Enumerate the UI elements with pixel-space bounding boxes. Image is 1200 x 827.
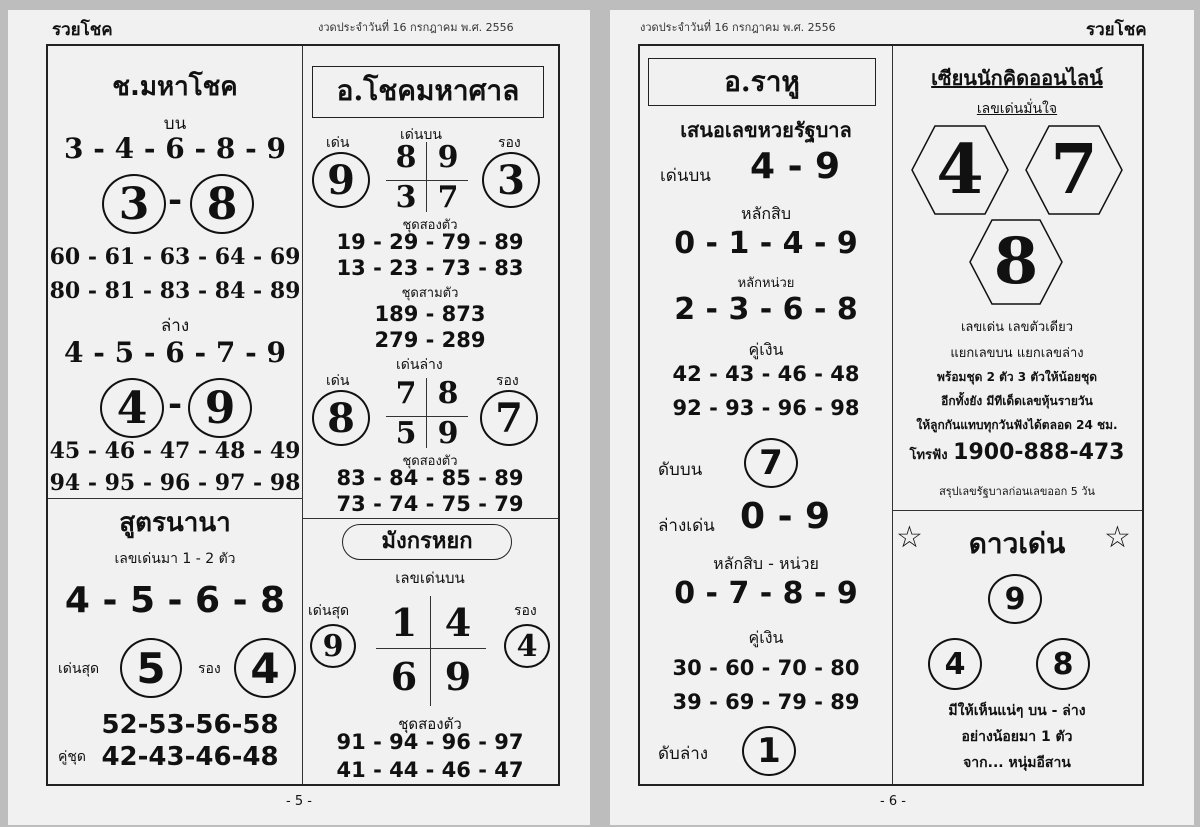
sian-line-2: แยกเลขบน แยกเลขล่าง bbox=[950, 346, 1084, 361]
o-chok-upper-grid-1: 8 bbox=[395, 140, 417, 175]
o-chok-lower-den: 8 bbox=[312, 390, 370, 446]
sian-phone-row bbox=[892, 440, 1142, 465]
sian-line-1: เลขเด่น เลขตัวเดียว bbox=[960, 320, 1074, 335]
dao-den-line-3: จาก... หนุ่มอีสาน bbox=[963, 755, 1071, 771]
lower-row-2: 94 - 95 - 96 - 97 - 98 bbox=[49, 470, 301, 496]
upper-sep: - bbox=[167, 180, 183, 220]
o-chok-lower-cross-v bbox=[426, 378, 427, 448]
hex-c-digit: 8 bbox=[993, 224, 1039, 299]
dao-den-section bbox=[892, 510, 1142, 784]
o-chok-upper-grid-3: 3 bbox=[395, 180, 417, 215]
hex-a-digit: 4 bbox=[936, 130, 984, 210]
mangkon-grid-2: 4 bbox=[444, 600, 472, 645]
sian-phone-label: โทรฟัง bbox=[909, 448, 948, 463]
o-chok-lower-grid-4: 9 bbox=[437, 416, 459, 451]
o-rahu-pair-3: 30 - 60 - 70 - 80 bbox=[672, 656, 860, 680]
o-chok-upper-set3-label: ชุดสามตัว bbox=[401, 286, 459, 301]
page-number-right: - 6 - bbox=[880, 794, 906, 809]
o-chok-title: อ.โชคมหาศาล bbox=[312, 66, 544, 118]
star-right-icon: ☆ bbox=[1104, 520, 1131, 555]
sut-nana-digits: 4 - 5 - 6 - 8 bbox=[64, 580, 286, 621]
ch-mahachok-title: ช.มหาโชค bbox=[112, 72, 238, 102]
lower-sep: - bbox=[167, 384, 183, 424]
sut-nana-pair-label: คู่ชุด bbox=[58, 749, 86, 765]
o-chok-upper-set2-2: 13 - 23 - 73 - 83 bbox=[336, 256, 524, 280]
left-page bbox=[8, 10, 590, 825]
lower-circle-b: 9 bbox=[188, 378, 252, 438]
sut-nana-title: สูตรนานา bbox=[119, 508, 231, 538]
sian-line-3: พร้อมชุด 2 ตัว 3 ตัวให้น้อยชุด bbox=[936, 370, 1098, 384]
mangkon-den: 9 bbox=[310, 624, 356, 668]
o-rahu-dap-lang: 1 bbox=[742, 726, 796, 776]
upper-row-1: 60 - 61 - 63 - 64 - 69 bbox=[49, 244, 301, 270]
o-rahu-subtitle: เสนอเลขหวยรัฐบาล bbox=[680, 118, 852, 142]
o-chok-upper-cross-v bbox=[426, 142, 427, 212]
o-rahu-section bbox=[640, 46, 892, 784]
sian-line-4: อีกทั้งยัง มีทีเด็ดเลขหุ้นรายวัน bbox=[941, 394, 1093, 408]
dao-den-right: 8 bbox=[1036, 638, 1090, 690]
o-chok-upper-den-label: เด่น bbox=[326, 135, 350, 151]
sut-nana-subtitle: เลขเด่นมา 1 - 2 ตัว bbox=[114, 551, 236, 567]
o-chok-lower-set2-label: ชุดสองตัว bbox=[402, 454, 458, 469]
mangkon-set2-label: ชุดสองตัว bbox=[398, 715, 462, 733]
mangkon-title: มังกรหยก bbox=[342, 524, 512, 560]
o-rahu-title: อ.ราหู bbox=[648, 58, 876, 106]
o-chok-upper-bon-label: เด่นบน bbox=[400, 127, 442, 143]
sut-nana-den: 5 bbox=[120, 638, 182, 698]
o-rahu-tens-units: 0 - 7 - 8 - 9 bbox=[674, 576, 858, 611]
right-page bbox=[610, 10, 1194, 825]
dao-den-line-1: มีให้เห็นแน่ๆ บน - ล่าง bbox=[948, 703, 1086, 719]
o-chok-upper-rong-label: รอง bbox=[498, 135, 521, 151]
o-chok-upper-set2-label: ชุดสองตัว bbox=[402, 218, 458, 233]
o-chok-upper-grid-2: 9 bbox=[437, 140, 459, 175]
sut-nana-rong-label: รอง bbox=[198, 661, 221, 677]
page-number-left: - 5 - bbox=[286, 794, 312, 809]
sut-nana-den-label: เด่นสุด bbox=[58, 661, 100, 677]
o-chok-lower-rong: 7 bbox=[480, 390, 538, 446]
o-rahu-den-bon-label: เด่นบน bbox=[660, 166, 711, 186]
hex-b-digit: 7 bbox=[1050, 130, 1098, 210]
sian-title: เซียนนักคิดออนไลน์ bbox=[931, 66, 1103, 90]
o-rahu-units-label: หลักหน่วย bbox=[737, 276, 795, 291]
mangkon-den-label: เด่นสุด bbox=[308, 603, 350, 619]
o-rahu-pair-2: 92 - 93 - 96 - 98 bbox=[672, 396, 860, 420]
o-rahu-den-bon: 4 - 9 bbox=[750, 146, 841, 187]
mangkon-rong-label: รอง bbox=[514, 603, 537, 619]
left-frame bbox=[46, 44, 560, 786]
o-chok-lower-grid-1: 7 bbox=[395, 376, 417, 411]
o-chok-section bbox=[302, 46, 558, 518]
dao-den-line-2: อย่างน้อยมา 1 ตัว bbox=[961, 729, 1073, 745]
ch-mahachok-section bbox=[48, 46, 302, 498]
o-chok-upper-grid-4: 7 bbox=[437, 180, 459, 215]
dao-den-left: 4 bbox=[928, 638, 982, 690]
o-rahu-lang-den: 0 - 9 bbox=[740, 496, 831, 537]
lower-digits: 4 - 5 - 6 - 7 - 9 bbox=[64, 336, 286, 369]
lower-circle-a: 4 bbox=[100, 378, 164, 438]
issue-date-left: งวดประจำวันที่ 16 กรกฎาคม พ.ศ. 2556 bbox=[318, 21, 514, 34]
o-chok-lower-lang-label: เด่นล่าง bbox=[396, 357, 443, 373]
sut-nana-pairs-1: 52-53-56-58 bbox=[101, 710, 279, 740]
dao-den-title: ดาวเด่น bbox=[968, 527, 1066, 560]
brand-left: รวยโชค bbox=[52, 20, 113, 40]
sut-nana-section bbox=[48, 498, 302, 784]
sut-nana-pairs-2: 42-43-46-48 bbox=[101, 742, 279, 772]
lower-label: ล่าง bbox=[160, 316, 190, 336]
o-rahu-dap-bon: 7 bbox=[744, 438, 798, 488]
upper-row-2: 80 - 81 - 83 - 84 - 89 bbox=[49, 278, 301, 304]
sian-line-5: ให้ลูกกันแทบทุกวันฟังได้ตลอด 24 ชม. bbox=[916, 418, 1118, 432]
o-rahu-pair-1: 42 - 43 - 46 - 48 bbox=[672, 362, 860, 386]
dao-den-top: 9 bbox=[988, 574, 1042, 624]
o-chok-lower-grid-3: 5 bbox=[395, 416, 417, 451]
o-rahu-dap-lang-label: ดับล่าง bbox=[658, 744, 709, 764]
o-rahu-tens: 0 - 1 - 4 - 9 bbox=[674, 226, 858, 261]
sian-line-6: สรุปเลขรัฐบาลก่อนเลขออก 5 วัน bbox=[939, 485, 1095, 498]
right-frame bbox=[638, 44, 1144, 786]
o-chok-upper-set2-1: 19 - 29 - 79 - 89 bbox=[336, 230, 524, 254]
o-rahu-dap-bon-label: ดับบน bbox=[658, 460, 703, 480]
upper-digits: 3 - 4 - 6 - 8 - 9 bbox=[64, 132, 286, 165]
o-chok-lower-grid-2: 8 bbox=[437, 376, 459, 411]
lower-row-1: 45 - 46 - 47 - 48 - 49 bbox=[49, 438, 301, 464]
o-rahu-pair-label-2: คู่เงิน bbox=[748, 628, 784, 647]
o-chok-lower-rong-label: รอง bbox=[496, 373, 519, 389]
upper-circle-b: 8 bbox=[190, 174, 254, 234]
o-rahu-pair-label-1: คู่เงิน bbox=[748, 340, 784, 359]
brand-right: รวยโชค bbox=[1086, 20, 1147, 40]
o-chok-upper-set3-2: 279 - 289 bbox=[374, 328, 486, 352]
o-rahu-units: 2 - 3 - 6 - 8 bbox=[674, 292, 858, 327]
star-left-icon: ☆ bbox=[896, 520, 923, 555]
o-rahu-tens-units-label: หลักสิบ - หน่วย bbox=[713, 554, 819, 573]
mangkon-set2-2: 41 - 44 - 46 - 47 bbox=[336, 758, 524, 782]
upper-label: บน bbox=[163, 114, 187, 134]
mangkon-subtitle: เลขเด่นบน bbox=[395, 569, 465, 587]
o-chok-upper-set3-1: 189 - 873 bbox=[374, 302, 486, 326]
sian-section bbox=[892, 46, 1142, 510]
mangkon-set2-1: 91 - 94 - 96 - 97 bbox=[336, 730, 524, 754]
mangkon-cross-v bbox=[430, 596, 431, 706]
o-rahu-tens-label: หลักสิบ bbox=[741, 204, 791, 223]
o-chok-lower-set2-1: 83 - 84 - 85 - 89 bbox=[336, 466, 524, 490]
o-rahu-lang-den-label: ล่างเด่น bbox=[658, 516, 715, 536]
issue-date-right: งวดประจำวันที่ 16 กรกฎาคม พ.ศ. 2556 bbox=[640, 21, 836, 34]
sian-subtitle: เลขเด่นมั่นใจ bbox=[976, 101, 1058, 117]
o-chok-lower-set2-2: 73 - 74 - 75 - 79 bbox=[336, 492, 524, 516]
mangkon-grid-3: 6 bbox=[390, 654, 418, 699]
upper-circle-a: 3 bbox=[102, 174, 166, 234]
sian-phone: 1900-888-473 bbox=[953, 440, 1125, 465]
sut-nana-rong: 4 bbox=[234, 638, 296, 698]
mangkon-section bbox=[302, 518, 558, 784]
mangkon-grid-4: 9 bbox=[444, 654, 472, 699]
o-chok-lower-den-label: เด่น bbox=[326, 373, 350, 389]
mangkon-rong: 4 bbox=[504, 624, 550, 668]
mangkon-grid-1: 1 bbox=[390, 600, 418, 645]
o-chok-upper-rong: 3 bbox=[482, 152, 540, 208]
o-chok-upper-den: 9 bbox=[312, 152, 370, 208]
mangkon-cross-h bbox=[376, 648, 486, 649]
o-rahu-pair-4: 39 - 69 - 79 - 89 bbox=[672, 690, 860, 714]
